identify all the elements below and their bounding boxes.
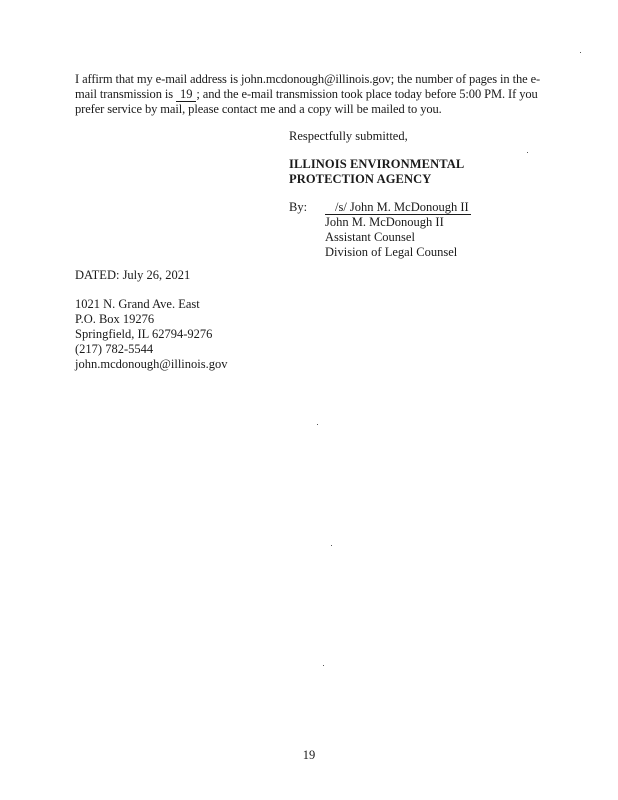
address-phone: (217) 782-5544 (75, 342, 154, 356)
address-street: 1021 N. Grand Ave. East (75, 297, 200, 311)
page-number: 19 (302, 748, 316, 762)
signature-lines (325, 200, 471, 260)
signer-name: John M. McDonough II (325, 215, 444, 229)
date-line: DATED: July 26, 2021 (75, 268, 191, 282)
affirmation-paragraph (75, 72, 550, 117)
scan-speck (331, 545, 332, 546)
electronic-signature: /s/ John M. McDonough II (325, 200, 471, 215)
address-po-box: P.O. Box 19276 (75, 312, 155, 326)
agency-name-line-2: PROTECTION AGENCY (289, 172, 432, 186)
scan-speck (317, 424, 318, 425)
by-label: By: (289, 200, 308, 214)
agency-name (289, 157, 464, 187)
address-block (75, 297, 227, 372)
agency-name-line-1: ILLINOIS ENVIRONMENTAL (289, 157, 465, 171)
pages-count-blank: 19 (176, 88, 196, 102)
affirmation-line-2-start: mail transmission is (75, 87, 174, 101)
signer-title: Assistant Counsel (325, 230, 415, 244)
scan-speck (580, 52, 581, 53)
signer-division: Division of Legal Counsel (325, 245, 458, 259)
affirmation-line-3: prefer service by mail, please contact me and a copy will be mailed to you. (75, 102, 442, 116)
signature-line (325, 200, 471, 215)
affirmation-line-2 (75, 87, 550, 102)
closing-salutation: Respectfully submitted, (289, 129, 408, 143)
scan-speck (323, 665, 324, 666)
scan-speck (527, 152, 528, 153)
address-city-state-zip: Springfield, IL 62794-9276 (75, 327, 213, 341)
address-email: john.mcdonough@illinois.gov (75, 357, 228, 371)
affirmation-line-2-end: ; and the e-mail transmission took place today before 5:00 PM. If you (196, 87, 538, 101)
affirmation-line-1: I affirm that my e-mail address is john.mcdonough@illinois.gov; the number of pages in the e- (75, 72, 541, 86)
